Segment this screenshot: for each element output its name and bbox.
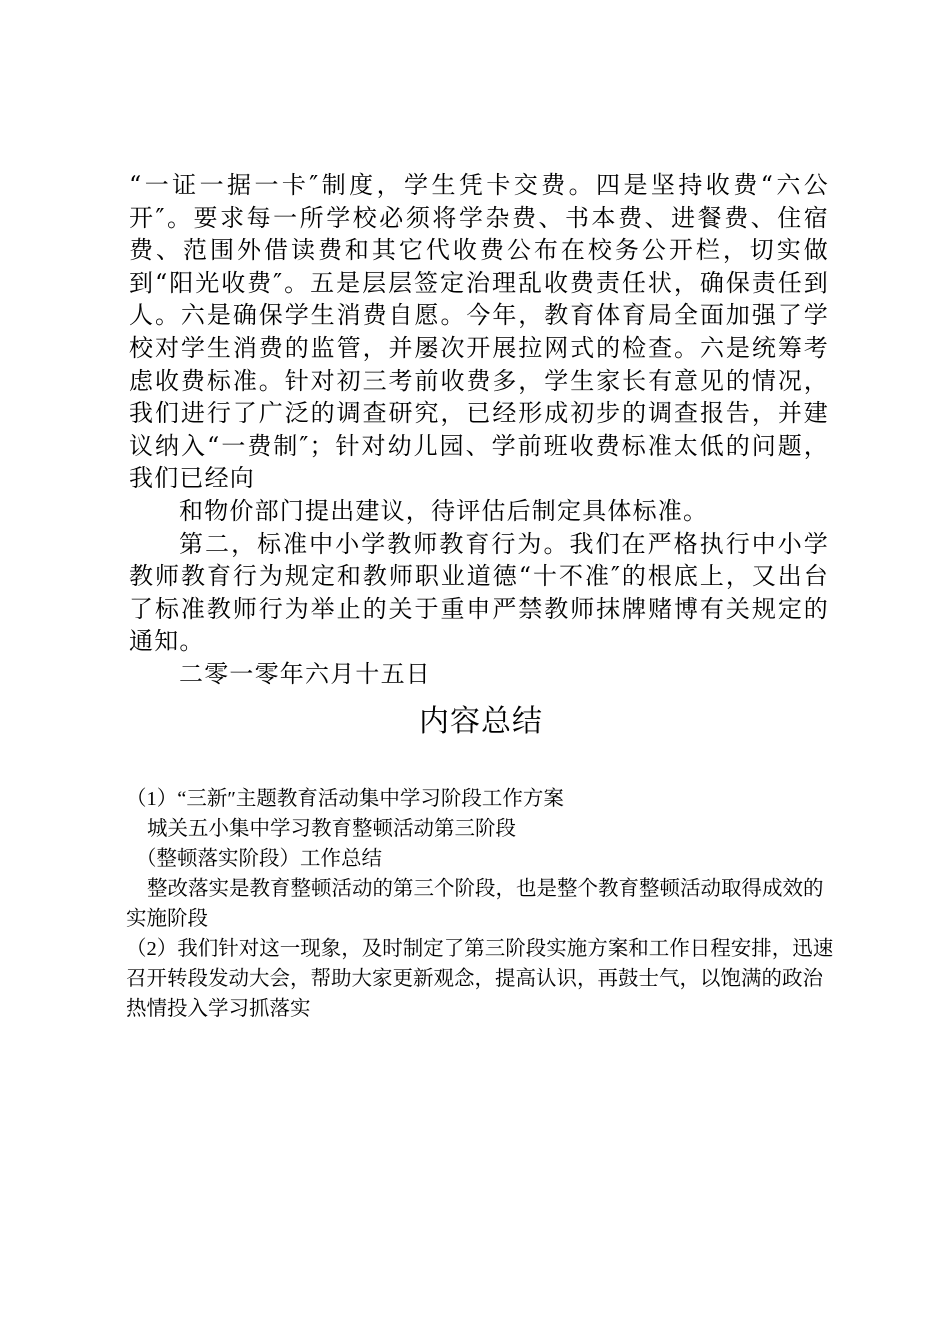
document-date: 二零一零年六月十五日 [179,659,431,688]
summary-line: （1）“三新″主题教育活动集中学习阶段工作方案 [126,788,564,810]
body-paragraph-price-department: 和物价部门提出建议，待评估后制定具体标准。 [179,496,709,525]
summary-line: 城关五小集中学习教育整顿活动第三阶段 [147,818,516,840]
summary-section [126,784,836,1024]
summary-line: 整改落实是教育整顿活动的第三个阶段，也是整个教育整顿活动取得成效的实施阶段 [126,878,824,930]
summary-heading: 内容总结 [419,704,543,739]
body-paragraph-teacher-conduct: 第二，标准中小学教师教育行为。我们在严格执行中小学教师教育行为规定和教师职业道德“十不准″的根底上，又出台了标准教师行为举止的关于重申严禁教师抹牌赌博有关规定的通知。 [129,529,829,656]
document-body [129,169,829,691]
summary-line: （整顿落实阶段）工作总结 [136,848,382,870]
summary-line: （2）我们针对这一现象，及时制定了第三阶段实施方案和工作日程安排，迅速召开转段发动大会，帮助大家更新观念，提高认识，再鼓士气，以饱满的政治热情投入学习抓落实 [126,938,834,1020]
body-paragraph-fees: “一证一据一卡″制度，学生凭卡交费。四是坚持收费“六公开″。要求每一所学校必须将学杂费、书本费、进餐费、住宿费、范围外借读费和其它代收费公布在校务公开栏，切实做到“阳光收费″。五是层层签定治理乱收费责任状，确保责任到人。六是确保学生消费自愿。今年，教育体育局全面加强了学校对学生消费的监管，并屡次开展拉网式的检查。六是统筹考虑收费标准。针对初三考前收费多，学生家长有意见的情况，我们进行了广泛的调查研究，已经形成初步的调查报告，并建议纳入“一费制″；针对幼儿园、学前班收费标准太低的问题，我们已经向 [129,171,829,493]
